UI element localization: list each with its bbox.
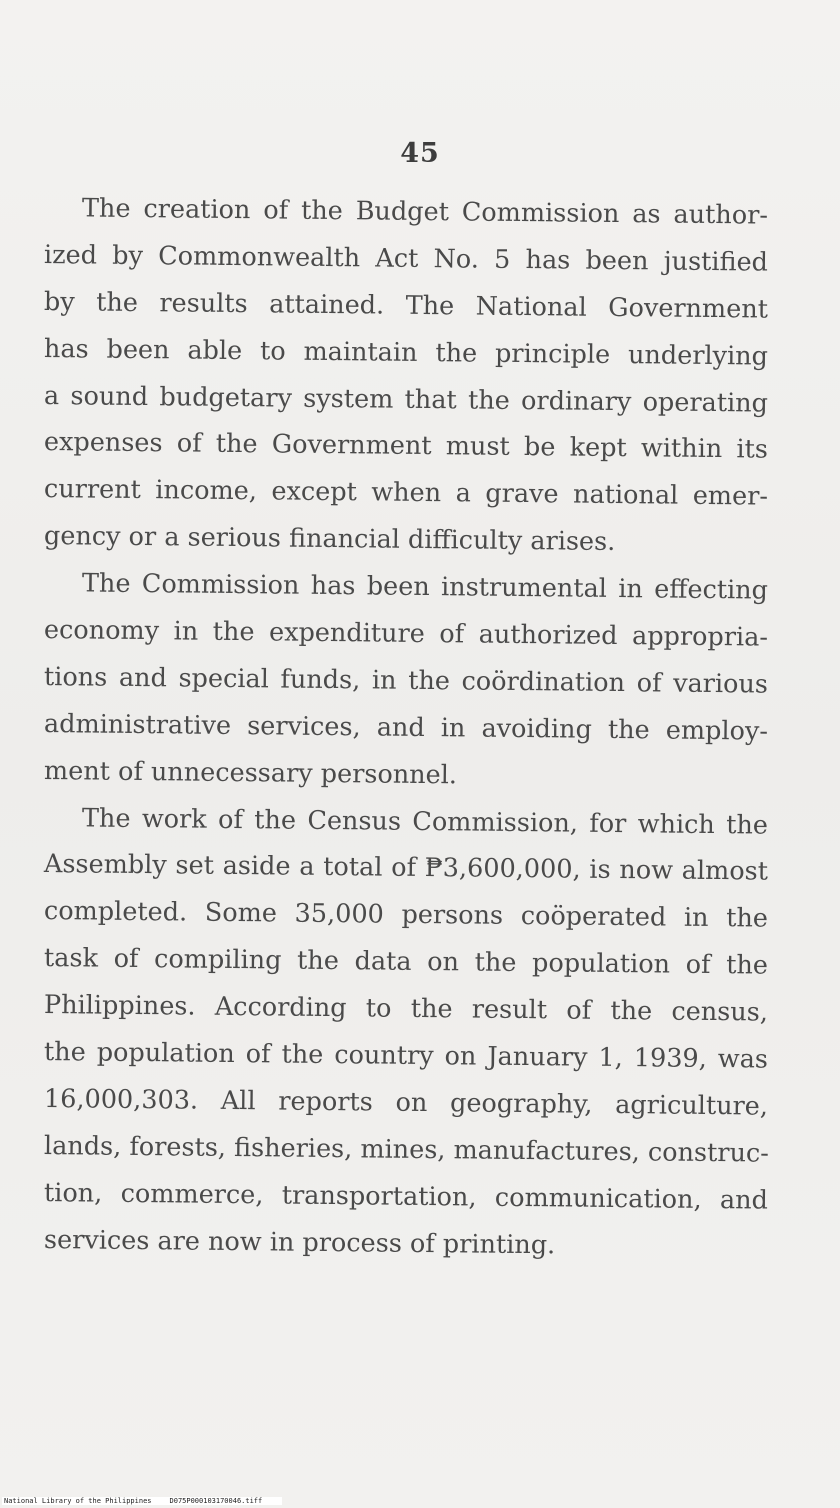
text-line: has been able to maintain the principle underlying <box>43 333 769 372</box>
text-line: The work of the Census Commission, for which the <box>81 802 769 841</box>
library-credit: National Library of the Philippines <box>4 1497 152 1505</box>
body-text <box>44 185 768 1263</box>
paragraph-commission-economy <box>44 560 768 794</box>
scan-filename: D075P000103170046.tiff <box>169 1497 263 1505</box>
text-line: administrative services, and in avoiding the employ- <box>43 708 769 747</box>
text-line: ment of unnecessary personnel. <box>43 755 458 791</box>
text-line: by the results attained. The National Government <box>43 286 769 325</box>
text-line: The Commission has been instrumental in effecting <box>81 568 769 606</box>
text-line: The creation of the Budget Commission as author- <box>81 193 769 231</box>
text-line: ized by Commonwealth Act No. 5 has been justified <box>43 239 769 278</box>
text-line: a sound budgetary system that the ordinary operating <box>43 380 769 419</box>
paragraph-budget-commission <box>44 185 768 560</box>
text-line: Philippines. According to the result of the census, <box>43 990 769 1028</box>
text-line: 16,000,303. All reports on geography, agriculture, <box>43 1083 769 1122</box>
text-line: current income, except when a grave national emer- <box>43 474 769 512</box>
text-line: tion, commerce, transportation, communication, and <box>43 1177 769 1216</box>
text-line: tions and special funds, in the coördination of various <box>43 661 769 700</box>
text-line: task of compiling the data on the population of the <box>43 943 769 981</box>
text-line: expenses of the Government must be kept within its <box>43 427 769 466</box>
paragraph-census-commission <box>44 795 768 1264</box>
text-line: economy in the expenditure of authorized appropria- <box>43 615 769 653</box>
text-line: services are now in process of printing. <box>43 1224 556 1260</box>
text-line: completed. Some 35,000 persons coöperated in the <box>43 896 769 934</box>
text-line: the population of the country on January 1, 1939, was <box>43 1037 769 1075</box>
text-line: lands, forests, fisheries, mines, manufactures, construc- <box>43 1130 770 1169</box>
text-line: gency or a serious financial difficulty arises. <box>43 521 616 558</box>
text-line: Assembly set aside a total of ₱3,600,000, is now almost <box>43 849 769 888</box>
scan-footer <box>2 1497 282 1505</box>
page-number: 45 <box>400 138 440 169</box>
